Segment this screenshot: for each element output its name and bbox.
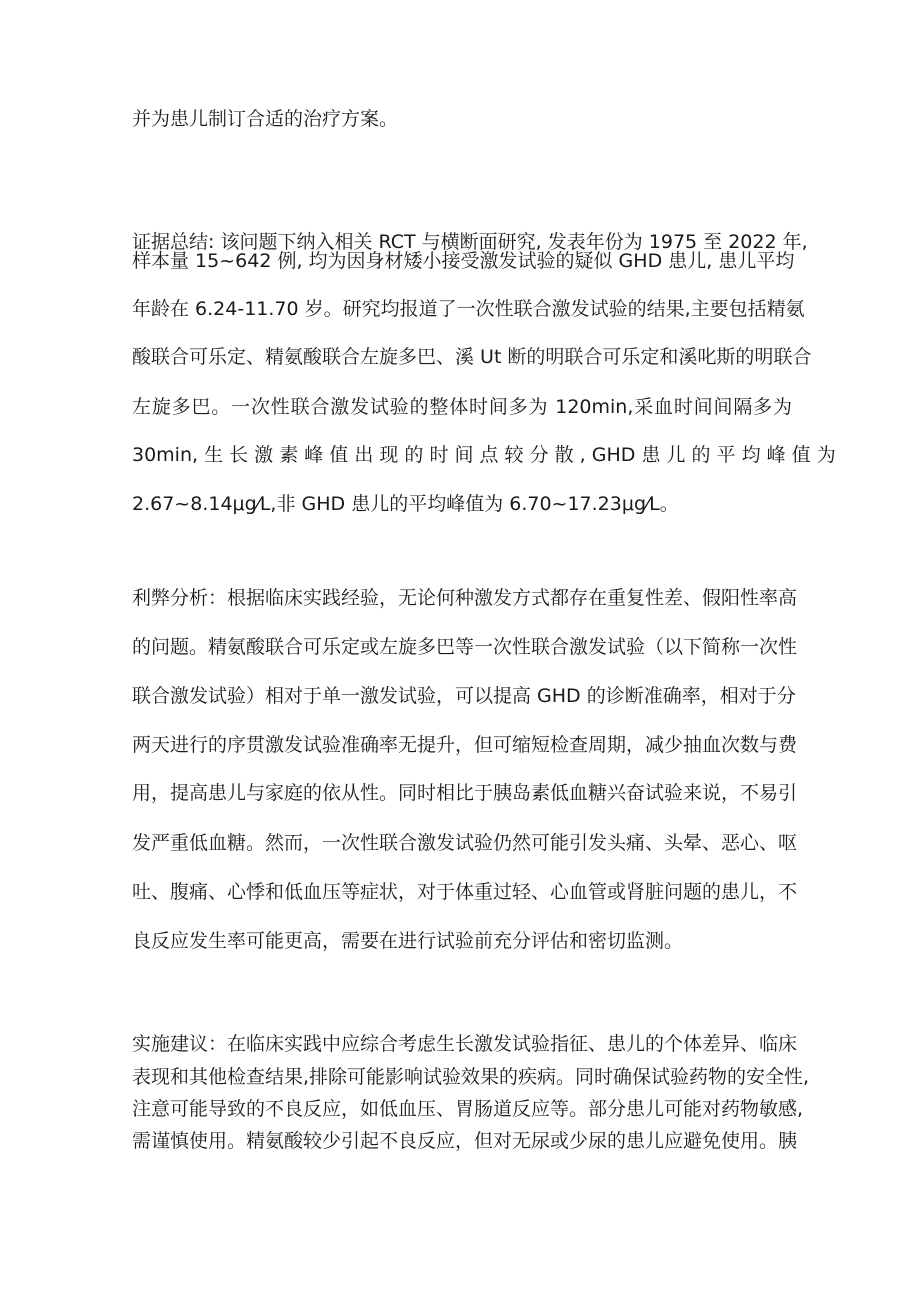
paragraph-line: 需谨慎使用。精氨酸较少引起不良反应，但对无尿或少尿的患儿应避免使用。胰 — [132, 1130, 798, 1152]
paragraph-line: 的问题。精氨酸联合可乐定或左旋多巴等一次性联合激发试验（以下简称一次性 — [132, 636, 798, 658]
paragraph-line: 用，提高患儿与家庭的依从性。同时相比于胰岛素低血糖兴奋试验来说，不易引 — [132, 782, 798, 804]
paragraph-line: 联合激发试验）相对于单一激发试验，可以提高 GHD 的诊断准确率，相对于分 — [132, 685, 796, 707]
paragraph-line: 利弊分析：根据临床实践经验，无论何种激发方式都存在重复性差、假阳性率高 — [132, 587, 798, 609]
paragraph-line: 两天进行的序贯激发试验准确率无提升，但可缩短检查周期，减少抽血次数与费 — [132, 734, 798, 756]
paragraph-line: 证据总结: 该问题下纳入相关 RCT 与横断面研究, 发表年份为 1975 至 2022 年, — [132, 231, 808, 253]
paragraph-line: 注意可能导致的不良反应，如低血压、胃肠道反应等。部分患儿可能对药物敏感, — [132, 1098, 804, 1120]
paragraph-line: 发严重低血糖。然而，一次性联合激发试验仍然可能引发头痛、头晕、恶心、呕 — [132, 832, 798, 854]
paragraph-line: 吐、腹痛、心悸和低血压等症状，对于体重过轻、心血管或肾脏问题的患儿，不 — [132, 881, 798, 903]
paragraph-line: 样本量 15~642 例, 均为因身材矮小接受激发试验的疑似 GHD 患儿, 患儿平均 — [132, 250, 795, 272]
paragraph-line: 左旋多巴。一次性联合激发试验的整体时间多为 120min,采血时间间隔多为 — [132, 396, 792, 418]
paragraph-line: 2.67~8.14μg⁄L,非 GHD 患儿的平均峰值为 6.70~17.23μg⁄L。 — [132, 493, 679, 515]
paragraph-line: 酸联合可乐定、精氨酸联合左旋多巴、溪 Ut 断的明联合可乐定和溪叱斯的明联合 — [132, 346, 812, 368]
paragraph-line: 良反应发生率可能更高，需要在进行试验前充分评估和密切监测。 — [132, 930, 684, 952]
paragraph-line: 并为患儿制订合适的治疗方案。 — [132, 108, 399, 130]
paragraph-line: 实施建议：在临床实践中应综合考虑生长激发试验指征、患儿的个体差异、临床 — [132, 1033, 798, 1055]
paragraph-line: 年龄在 6.24-11.70 岁。研究均报道了一次性联合激发试验的结果,主要包括精氨 — [132, 298, 805, 320]
paragraph-line: 30min, 生 长 激 素 峰 值 出 现 的 时 间 点 较 分 散 , GHD 患 儿 的 平 均 峰 值 为 — [132, 444, 836, 466]
paragraph-line: 表现和其他检查结果,排除可能影响试验效果的疾病。同时确保试验药物的安全性, — [132, 1066, 810, 1088]
